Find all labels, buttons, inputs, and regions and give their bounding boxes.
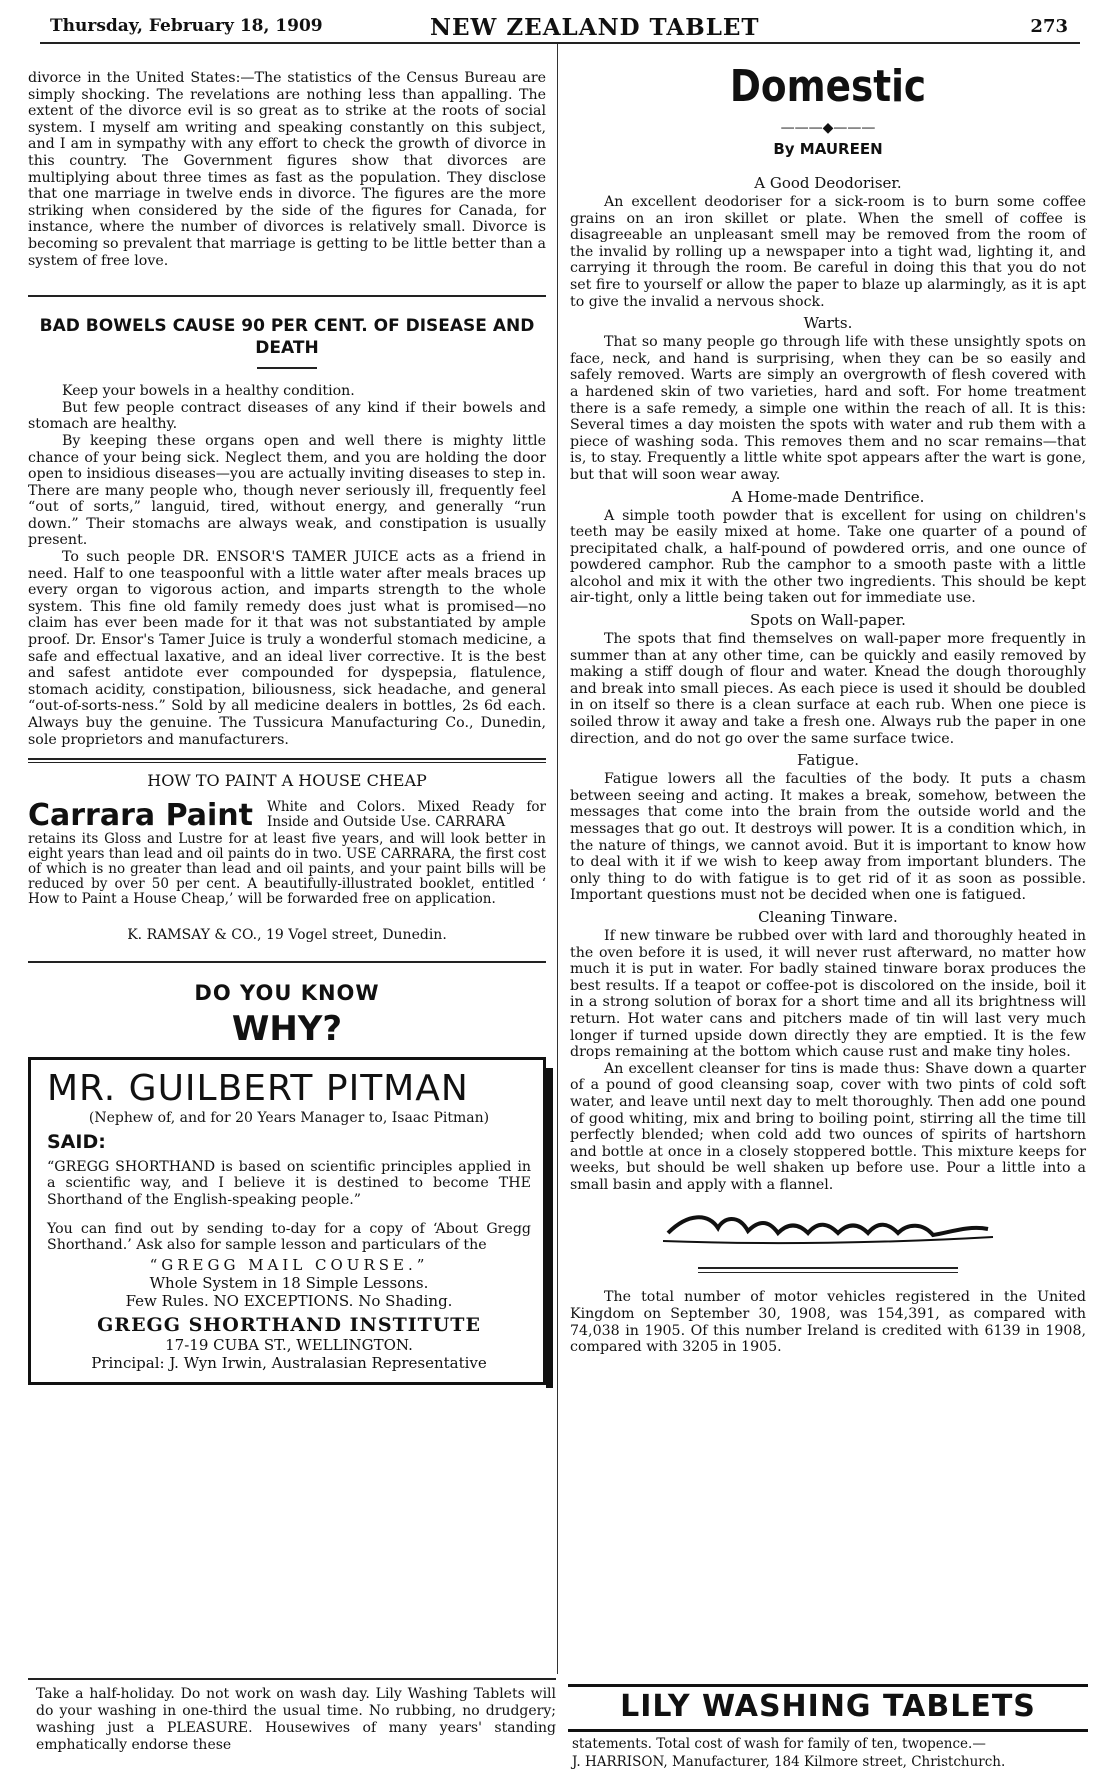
bowels-para-3: By keeping these organs open and well there is mighty little chance of your being sick. Neglect them, and you are holding the door open to insidious diseases—you are actually inviting diseases to step in. There are many people who, though never seriously ill, frequently feel “out of sorts,” languid, tired, without energy, and generally “run down.” Their stomachs are always weak, and constipation is usually present. — [28, 432, 546, 549]
wallpaper-heading: Spots on Wall-paper. — [750, 611, 906, 630]
section-rule — [28, 758, 546, 763]
dentrifice-heading: A Home-made Dentrifice. — [731, 487, 925, 506]
bowels-para-4: To such people DR. ENSOR'S TAMER JUICE acts as a friend in need. Half to one teaspoonful with a little water after meals braces up every organ to vigorous action, and imparts strength to the whole system. This fine old family remedy does just what is promised—no claim has ever been made for it that was not substantiated by ample proof. Dr. Ensor's Tamer Juice is truly a wonderful stomach medicine, a safe and effectual laxative, and an ideal liver corrective. It is the best and safest antidote ever compounded for dyspepsia, flatulence, stomach acidity, constipation, biliousness, sick headache, and general “out-of-sorts-ness.” Sold by all medicine dealers in bottles, 2s 6d each. Always buy the genuine. The Tussicura Manufacturing Co., Dunedin, sole proprietors and manufacturers. — [28, 549, 546, 748]
newspaper-title: NEW ZEALAND TABLET — [430, 14, 760, 41]
bowels-para-2: But few people contract diseases of any kind if their bowels and stomach are healthy. — [28, 399, 546, 433]
institute-address: 17-19 CUBA ST., WELLINGTON. — [165, 1335, 413, 1354]
pitman-name: MR. GUILBERT PITMAN — [47, 1068, 469, 1110]
gregg-quote: “GREGG SHORTHAND is based on scientific principles applied in a scientific way, and I believe it is destined to become THE Shorthand of the English-speaking people.” — [47, 1158, 531, 1208]
tinware-heading: Cleaning Tinware. — [758, 907, 898, 926]
divorce-article: divorce in the United States:—The statistics of the Census Bureau are simply shocking. The revelations are nothing less than appalling. The extent of the divorce evil is so great as to strike at the roots of social system. I myself am writing and speaking constantly on this subject, and I am in sympathy with any effort to check the growth of divorce in this country. The Government figures show that divorces are multiplying about three times as fast as the population. They disclose that one marriage in twelve ends in divorce. The figures are the more striking when considered by the side of the figures for Canada, for instance, where the number of divorces is relatively small. Divorce is becoming so prevalent that marriage is getting to be little better than a system of free love. — [28, 70, 546, 269]
fatigue-heading: Fatigue. — [796, 751, 860, 770]
lily-brand: LILY WASHING TABLETS — [620, 1689, 1036, 1724]
lily-manufacturer: J. HARRISON, Manufacturer, 184 Kilmore street, Christchurch. — [572, 1754, 1006, 1770]
principal: Principal: J. Wyn Irwin, Australasian Representative — [91, 1353, 487, 1372]
ramsay-address: K. RAMSAY & CO., 19 Vogel street, Dunedin. — [127, 927, 447, 944]
page-header — [40, 10, 1080, 44]
deodoriser-heading: A Good Deodoriser. — [754, 174, 902, 192]
byline: By MAUREEN — [773, 140, 883, 158]
warts-heading: Warts. — [803, 314, 853, 333]
mail-course: “GREGG MAIL COURSE.” — [149, 1255, 429, 1274]
domestic-title: Domestic — [729, 61, 927, 112]
title-ornament: ———◆——— — [780, 120, 876, 136]
motor-vehicles-note: The total number of motor vehicles registered in the United Kingdom on September 30, 1908, was 154,391, as compared with 74,038 in 1905. Of this number Ireland is credited with 6139 in 1908, compared with 3205 in 1905. — [570, 1289, 1086, 1356]
right-column — [570, 62, 1086, 1356]
section-rule — [28, 961, 546, 963]
carrara-body: retains its Gloss and Lustre for at least five years, and will look better in eight years than lead and oil paints do in two. USE CARRARA, the first cost of which is no greater than lead and oil paints, and your paint bills will be reduced by over 50 per cent. A beautifully-illustrated booklet, entitled ‘ How to Paint a House Cheap,’ will be forwarded free on application. — [28, 831, 547, 908]
tinware-text-2: An excellent cleanser for tins is made thus: Shave down a quarter of a pound of good cleansing soap, cover with two pints of cold soft water, and leave until next day to melt thoroughly. Then add one pound of good whiting, mix and bring to boiling point, stirring all the time till perfectly blended; when cold add two ounces of spirits of hartshorn and bottle at once in a closely stoppered bottle. This mixture keeps for weeks, but should be well shaken up before use. Pour a little into a small basin and apply with a flannel. — [570, 1060, 1086, 1193]
lily-tablets-ad — [28, 1678, 1086, 1788]
column-divider — [557, 44, 558, 1674]
deodoriser-text: An excellent deodoriser for a sick-room is to burn some coffee grains on an iron skillet or plate. When the smell of coffee is disagreeable an unpleasant smell may be removed from the room of the invalid by rolling up a newspaper into a tight wad, lighting it, and carrying it through the room. Be careful in doing this that you do not set fire to yourself or allow the paper to blaze up alarmingly, as it is apt to give the invalid a nervous shock. — [570, 194, 1086, 310]
find-out-text: You can find out by sending to-day for a copy of ‘About Gregg Shorthand.’ Ask also for sample lesson and particulars of the — [47, 1220, 531, 1254]
warts-text: That so many people go through life with these unsightly spots on face, neck, and hand is surprising, when they can be so easily and safely removed. Warts are simply an overgrowth of flesh covered with a hardened skin of two varieties, hard and soft. For home treatment there is a safe remedy, a simple one within the reach of all. It is this: Several times a day moisten the spots with water and rub them with a piece of washing soda. This removes them and no scar remains—that is, to stay. Frequently a little white spot appears after the wart is gone, but that will soon wear away. — [570, 334, 1086, 483]
lily-statements: statements. Total cost of wash for family of ten, twopence.— — [572, 1736, 986, 1752]
lily-ad-text: Take a half-holiday. Do not work on wash day. Lily Washing Tablets will do your washing in one-third the usual time. No rubbing, no drudgery; washing just a PLEASURE. Housewives of many years' standing emphatically endorse these — [36, 1686, 556, 1753]
maureen-signature — [648, 1193, 1008, 1263]
carrara-tagline: White and Colors. Mixed Ready for Inside and Outside Use. CARRARA — [267, 799, 546, 831]
wallpaper-text: The spots that find themselves on wall-paper more frequently in summer than at any other time, can be quickly and easily removed by making a stiff dough of flour and water. Knead the dough thoroughly and break into small pieces. As each piece is used it should be doubled in on itself so there is a clean surface at each rub. When one piece is soiled throw it away and take a fresh one. Always rub the paper in one direction, and do not go over the same surface twice. — [570, 631, 1086, 747]
footer-rule — [28, 1678, 556, 1680]
carrara-logo: Carrara Paint — [28, 798, 253, 834]
signature-rule — [698, 1272, 958, 1273]
signature-rule — [698, 1267, 958, 1269]
few-rules: Few Rules. NO EXCEPTIONS. No Shading. — [125, 1291, 453, 1310]
paint-heading: HOW TO PAINT A HOUSE CHEAP — [147, 771, 427, 791]
carrara-ad — [28, 800, 546, 832]
page-number: 273 — [1030, 16, 1068, 37]
nephew-note: (Nephew of, and for 20 Years Manager to, Isaac Pitman) — [88, 1110, 490, 1127]
left-column — [28, 70, 546, 1385]
do-you-know: DO YOU KNOW — [194, 981, 380, 1006]
lily-banner — [568, 1684, 1088, 1732]
box-shadow — [546, 1068, 553, 1388]
short-rule — [257, 367, 317, 369]
fatigue-text: Fatigue lowers all the faculties of the body. It puts a chasm between seeing and acting. It makes a break, somehow, between the messages that come into the brain from the outside world and the messages that go out. It destroys will power. It is a condition which, in the nature of things, we cannot avoid. But it is important to know how to deal with it if we wish to keep away from important blunders. The only thing to do with fatigue is to get rid of it as soon as possible. Important questions must not be decided when one is fatigued. — [570, 771, 1086, 904]
bowels-heading: BAD BOWELS CAUSE 90 PER CENT. OF DISEASE AND DEATH — [39, 316, 535, 359]
gregg-shorthand-ad — [28, 1057, 546, 1385]
whole-system: Whole System in 18 Simple Lessons. — [149, 1273, 429, 1292]
dentrifice-text: A simple tooth powder that is excellent for using on children's teeth may be easily mixed at home. Take one quarter of a pound of precipitated chalk, a half-pound of powdered orris, and one ounce of powdered camphor. Rub the camphor to a smooth paste with a little alcohol and mix it with the other two ingredients. This should be kept air-tight, only a little being taken out for immediate use. — [570, 507, 1086, 607]
issue-date: Thursday, February 18, 1909 — [50, 16, 323, 36]
tinware-text-1: If new tinware be rubbed over with lard and thoroughly heated in the oven before it is used, it will never rust afterward, no matter how much it is put in water. For badly stained tinware borax produces the best results. If a teapot or coffee-pot is discolored on the inside, boil it in a strong solution of borax for a short time and all its brightness will return. Hot water cans and pitchers made of tin will last very much longer if turned upside down directly they are emptied. It is the few drops remaining at the bottom which cause rust and make tiny holes. — [570, 927, 1086, 1061]
said-label: SAID: — [47, 1130, 106, 1153]
institute-name: GREGG SHORTHAND INSTITUTE — [97, 1313, 481, 1336]
bowels-para-1: Keep your bowels in a healthy condition. — [62, 383, 355, 400]
section-rule — [28, 295, 546, 297]
why-heading: WHY? — [231, 1009, 343, 1050]
